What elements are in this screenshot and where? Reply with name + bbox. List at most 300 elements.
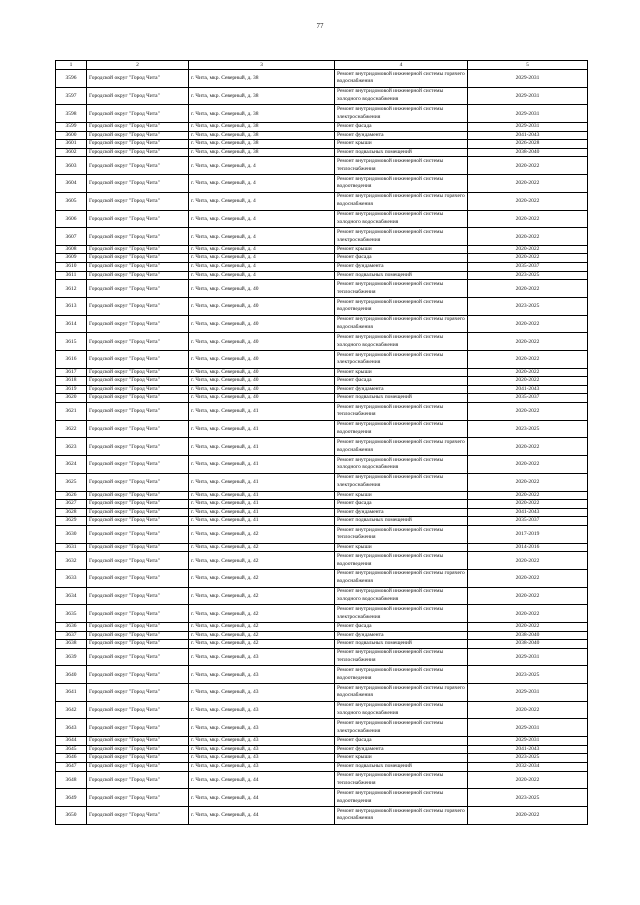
owner-cell: Городской округ "Город Чита" <box>87 719 189 737</box>
table-row <box>56 491 588 500</box>
work-type-cell: Ремонт внутридомовой инженерной системы теплоснабжения <box>335 403 468 421</box>
table-row <box>56 745 588 754</box>
row-number-cell: 3607 <box>56 228 87 246</box>
table-row <box>56 605 588 623</box>
row-number-cell: 3641 <box>56 684 87 702</box>
owner-cell: Городской округ "Город Чита" <box>87 587 189 605</box>
table-row <box>56 192 588 210</box>
row-number-cell: 3620 <box>56 394 87 403</box>
work-type-cell: Ремонт внутридомовой инженерной системы горячего водоснабжения <box>335 315 468 333</box>
owner-cell: Городской округ "Город Чита" <box>87 420 189 438</box>
owner-cell: Городской округ "Город Чита" <box>87 377 189 386</box>
owner-cell: Городской округ "Город Чита" <box>87 543 189 552</box>
address-cell: г. Чита, мкр. Северный, д. 43 <box>189 754 335 763</box>
table-row <box>56 403 588 421</box>
period-cell: 2020-2022 <box>468 605 588 623</box>
owner-cell: Городской округ "Город Чита" <box>87 491 189 500</box>
row-number-cell: 3610 <box>56 263 87 272</box>
period-cell: 2023-2025 <box>468 271 588 280</box>
table-row <box>56 271 588 280</box>
work-type-cell: Ремонт внутридомовой инженерной системы холодного водоснабжения <box>335 333 468 351</box>
address-cell: г. Чита, мкр. Северный, д. 41 <box>189 500 335 509</box>
owner-cell: Городской округ "Город Чита" <box>87 131 189 140</box>
address-cell: г. Чита, мкр. Северный, д. 42 <box>189 543 335 552</box>
owner-cell: Городской округ "Город Чита" <box>87 175 189 193</box>
period-cell: 2020-2022 <box>468 438 588 456</box>
period-cell: 2020-2022 <box>468 500 588 509</box>
period-cell: 2029-2031 <box>468 719 588 737</box>
owner-cell: Городской округ "Город Чита" <box>87 105 189 123</box>
work-type-cell: Ремонт фундамента <box>335 385 468 394</box>
period-cell: 2023-2025 <box>468 297 588 315</box>
table-row <box>56 552 588 570</box>
address-cell: г. Чита, мкр. Северный, д. 4 <box>189 254 335 263</box>
address-cell: г. Чита, мкр. Северный, д. 40 <box>189 315 335 333</box>
address-cell: г. Чита, мкр. Северный, д. 44 <box>189 771 335 789</box>
row-number-cell: 3636 <box>56 622 87 631</box>
owner-cell: Городской округ "Город Чита" <box>87 70 189 88</box>
table-row <box>56 517 588 526</box>
owner-cell: Городской округ "Город Чита" <box>87 385 189 394</box>
owner-cell: Городской округ "Город Чита" <box>87 737 189 746</box>
owner-cell: Городской округ "Город Чита" <box>87 640 189 649</box>
address-cell: г. Чита, мкр. Северный, д. 43 <box>189 701 335 719</box>
work-type-cell: Ремонт внутридомовой инженерной системы горячего водоснабжения <box>335 569 468 587</box>
row-number-cell: 3604 <box>56 175 87 193</box>
period-cell: 2020-2022 <box>468 333 588 351</box>
owner-cell: Городской округ "Город Чита" <box>87 500 189 509</box>
address-cell: г. Чита, мкр. Северный, д. 42 <box>189 605 335 623</box>
period-cell: 2020-2022 <box>468 368 588 377</box>
address-cell: г. Чита, мкр. Северный, д. 42 <box>189 525 335 543</box>
table-row <box>56 525 588 543</box>
owner-cell: Городской округ "Город Чита" <box>87 157 189 175</box>
table-row <box>56 438 588 456</box>
row-number-cell: 3639 <box>56 648 87 666</box>
period-cell: 2017-2019 <box>468 525 588 543</box>
row-number-cell: 3649 <box>56 789 87 807</box>
work-type-cell: Ремонт подвальных помещений <box>335 148 468 157</box>
row-number-cell: 3605 <box>56 192 87 210</box>
table-row <box>56 508 588 517</box>
work-type-cell: Ремонт внутридомовой инженерной системы водоотведения <box>335 552 468 570</box>
row-number-cell: 3632 <box>56 552 87 570</box>
owner-cell: Городской округ "Город Чита" <box>87 87 189 105</box>
table-row <box>56 70 588 88</box>
address-cell: г. Чита, мкр. Северный, д. 4 <box>189 175 335 193</box>
address-cell: г. Чита, мкр. Северный, д. 38 <box>189 70 335 88</box>
work-type-cell: Ремонт внутридомовой инженерной системы теплоснабжения <box>335 648 468 666</box>
row-number-cell: 3600 <box>56 131 87 140</box>
row-number-cell: 3623 <box>56 438 87 456</box>
table-row <box>56 368 588 377</box>
period-cell: 2020-2022 <box>468 351 588 369</box>
work-type-cell: Ремонт фасада <box>335 500 468 509</box>
period-cell: 2020-2022 <box>468 473 588 491</box>
address-cell: г. Чита, мкр. Северный, д. 41 <box>189 517 335 526</box>
table-row <box>56 622 588 631</box>
work-type-cell: Ремонт подвальных помещений <box>335 640 468 649</box>
work-type-cell: Ремонт внутридомовой инженерной системы водоотведения <box>335 175 468 193</box>
address-cell: г. Чита, мкр. Северный, д. 4 <box>189 157 335 175</box>
row-number-cell: 3612 <box>56 280 87 298</box>
address-cell: г. Чита, мкр. Северный, д. 4 <box>189 245 335 254</box>
work-type-cell: Ремонт внутридомовой инженерной системы холодного водоснабжения <box>335 456 468 474</box>
work-type-cell: Ремонт фундамента <box>335 745 468 754</box>
table-row <box>56 754 588 763</box>
table-row <box>56 297 588 315</box>
period-cell: 2020-2022 <box>468 701 588 719</box>
page-number: 77 <box>316 22 324 30</box>
period-cell: 2029-2031 <box>468 105 588 123</box>
address-cell: г. Чита, мкр. Северный, д. 41 <box>189 438 335 456</box>
table-row <box>56 500 588 509</box>
table-row <box>56 473 588 491</box>
table-row <box>56 333 588 351</box>
owner-cell: Городской округ "Город Чита" <box>87 254 189 263</box>
table-row <box>56 105 588 123</box>
period-cell: 2020-2022 <box>468 192 588 210</box>
work-type-cell: Ремонт фасада <box>335 123 468 132</box>
work-type-cell: Ремонт внутридомовой инженерной системы электроснабжения <box>335 605 468 623</box>
period-cell: 2020-2022 <box>468 228 588 246</box>
address-cell: г. Чита, мкр. Северный, д. 41 <box>189 491 335 500</box>
owner-cell: Городской округ "Город Чита" <box>87 394 189 403</box>
table-row <box>56 543 588 552</box>
period-cell: 2029-2031 <box>468 737 588 746</box>
owner-cell: Городской округ "Город Чита" <box>87 666 189 684</box>
address-cell: г. Чита, мкр. Северный, д. 41 <box>189 456 335 474</box>
table-row <box>56 87 588 105</box>
column-header: 5 <box>468 61 588 70</box>
table-header <box>56 61 588 70</box>
work-type-cell: Ремонт подвальных помещений <box>335 517 468 526</box>
work-type-cell: Ремонт фасада <box>335 254 468 263</box>
table-row <box>56 175 588 193</box>
table-row <box>56 123 588 132</box>
table-row <box>56 420 588 438</box>
period-cell: 2023-2025 <box>468 789 588 807</box>
address-cell: г. Чита, мкр. Северный, д. 40 <box>189 377 335 386</box>
table-row <box>56 148 588 157</box>
work-type-cell: Ремонт фасада <box>335 377 468 386</box>
table-row <box>56 737 588 746</box>
period-cell: 2032-2034 <box>468 762 588 771</box>
table-row <box>56 648 588 666</box>
address-cell: г. Чита, мкр. Северный, д. 38 <box>189 148 335 157</box>
table-row <box>56 456 588 474</box>
row-number-cell: 3599 <box>56 123 87 132</box>
column-header: 4 <box>335 61 468 70</box>
work-type-cell: Ремонт внутридомовой инженерной системы водоотведения <box>335 420 468 438</box>
period-cell: 2038-2040 <box>468 148 588 157</box>
row-number-cell: 3615 <box>56 333 87 351</box>
table-row <box>56 131 588 140</box>
row-number-cell: 3626 <box>56 491 87 500</box>
address-cell: г. Чита, мкр. Северный, д. 42 <box>189 640 335 649</box>
address-cell: г. Чита, мкр. Северный, д. 4 <box>189 263 335 272</box>
table-row <box>56 666 588 684</box>
owner-cell: Городской округ "Город Чита" <box>87 517 189 526</box>
owner-cell: Городской округ "Город Чита" <box>87 754 189 763</box>
work-type-cell: Ремонт фундамента <box>335 508 468 517</box>
address-cell: г. Чита, мкр. Северный, д. 43 <box>189 719 335 737</box>
work-type-cell: Ремонт внутридомовой инженерной системы электроснабжения <box>335 351 468 369</box>
row-number-cell: 3625 <box>56 473 87 491</box>
work-type-cell: Ремонт внутридомовой инженерной системы горячего водоснабжения <box>335 806 468 824</box>
owner-cell: Городской округ "Город Чита" <box>87 622 189 631</box>
owner-cell: Городской округ "Город Чита" <box>87 745 189 754</box>
row-number-cell: 3609 <box>56 254 87 263</box>
period-cell: 2041-2043 <box>468 385 588 394</box>
table-row <box>56 140 588 149</box>
address-cell: г. Чита, мкр. Северный, д. 41 <box>189 508 335 517</box>
row-number-cell: 3640 <box>56 666 87 684</box>
address-cell: г. Чита, мкр. Северный, д. 42 <box>189 587 335 605</box>
period-cell: 2041-2043 <box>468 131 588 140</box>
address-cell: г. Чита, мкр. Северный, д. 43 <box>189 745 335 754</box>
period-cell: 2020-2022 <box>468 377 588 386</box>
address-cell: г. Чита, мкр. Северный, д. 40 <box>189 394 335 403</box>
row-number-cell: 3613 <box>56 297 87 315</box>
owner-cell: Городской округ "Город Чита" <box>87 333 189 351</box>
address-cell: г. Чита, мкр. Северный, д. 43 <box>189 737 335 746</box>
address-cell: г. Чита, мкр. Северный, д. 41 <box>189 420 335 438</box>
address-cell: г. Чита, мкр. Северный, д. 42 <box>189 569 335 587</box>
row-number-cell: 3635 <box>56 605 87 623</box>
owner-cell: Городской округ "Город Чита" <box>87 210 189 228</box>
capital-repair-table <box>55 60 588 825</box>
table-row <box>56 210 588 228</box>
row-number-cell: 3648 <box>56 771 87 789</box>
column-header: 2 <box>87 61 189 70</box>
owner-cell: Городской округ "Город Чита" <box>87 368 189 377</box>
row-number-cell: 3642 <box>56 701 87 719</box>
row-number-cell: 3630 <box>56 525 87 543</box>
work-type-cell: Ремонт внутридомовой инженерной системы теплоснабжения <box>335 525 468 543</box>
owner-cell: Городской округ "Город Чита" <box>87 508 189 517</box>
work-type-cell: Ремонт крыши <box>335 543 468 552</box>
owner-cell: Городской округ "Город Чита" <box>87 148 189 157</box>
period-cell: 2020-2022 <box>468 254 588 263</box>
address-cell: г. Чита, мкр. Северный, д. 4 <box>189 228 335 246</box>
table-row <box>56 771 588 789</box>
address-cell: г. Чита, мкр. Северный, д. 4 <box>189 192 335 210</box>
table-row <box>56 263 588 272</box>
period-cell: 2029-2031 <box>468 87 588 105</box>
table-row <box>56 280 588 298</box>
table-row <box>56 245 588 254</box>
row-number-cell: 3644 <box>56 737 87 746</box>
row-number-cell: 3618 <box>56 377 87 386</box>
address-cell: г. Чита, мкр. Северный, д. 41 <box>189 473 335 491</box>
period-cell: 2041-2043 <box>468 508 588 517</box>
table-row <box>56 254 588 263</box>
period-cell: 2029-2031 <box>468 70 588 88</box>
owner-cell: Городской округ "Город Чита" <box>87 473 189 491</box>
owner-cell: Городской округ "Город Чита" <box>87 140 189 149</box>
address-cell: г. Чита, мкр. Северный, д. 40 <box>189 280 335 298</box>
owner-cell: Городской округ "Город Чита" <box>87 684 189 702</box>
work-type-cell: Ремонт внутридомовой инженерной системы электроснабжения <box>335 228 468 246</box>
table-row <box>56 351 588 369</box>
work-type-cell: Ремонт внутридомовой инженерной системы водоотведения <box>335 297 468 315</box>
address-cell: г. Чита, мкр. Северный, д. 40 <box>189 333 335 351</box>
address-cell: г. Чита, мкр. Северный, д. 42 <box>189 622 335 631</box>
work-type-cell: Ремонт внутридомовой инженерной системы электроснабжения <box>335 105 468 123</box>
address-cell: г. Чита, мкр. Северный, д. 42 <box>189 552 335 570</box>
work-type-cell: Ремонт внутридомовой инженерной системы электроснабжения <box>335 719 468 737</box>
period-cell: 2020-2022 <box>468 552 588 570</box>
owner-cell: Городской округ "Город Чита" <box>87 605 189 623</box>
table-row <box>56 377 588 386</box>
work-type-cell: Ремонт фасада <box>335 622 468 631</box>
period-cell: 2023-2025 <box>468 420 588 438</box>
column-header: 1 <box>56 61 87 70</box>
row-number-cell: 3628 <box>56 508 87 517</box>
work-type-cell: Ремонт внутридомовой инженерной системы холодного водоснабжения <box>335 701 468 719</box>
row-number-cell: 3611 <box>56 271 87 280</box>
table-row <box>56 806 588 824</box>
work-type-cell: Ремонт внутридомовой инженерной системы холодного водоснабжения <box>335 587 468 605</box>
period-cell: 2023-2025 <box>468 666 588 684</box>
address-cell: г. Чита, мкр. Северный, д. 41 <box>189 403 335 421</box>
address-cell: г. Чита, мкр. Северный, д. 40 <box>189 351 335 369</box>
address-cell: г. Чита, мкр. Северный, д. 43 <box>189 762 335 771</box>
owner-cell: Городской округ "Город Чита" <box>87 245 189 254</box>
row-number-cell: 3647 <box>56 762 87 771</box>
work-type-cell: Ремонт внутридомовой инженерной системы теплоснабжения <box>335 157 468 175</box>
owner-cell: Городской округ "Город Чита" <box>87 525 189 543</box>
owner-cell: Городской округ "Город Чита" <box>87 762 189 771</box>
period-cell: 2020-2022 <box>468 210 588 228</box>
period-cell: 2020-2022 <box>468 622 588 631</box>
work-type-cell: Ремонт фундамента <box>335 263 468 272</box>
period-cell: 2020-2022 <box>468 157 588 175</box>
table-row <box>56 394 588 403</box>
work-type-cell: Ремонт фасада <box>335 737 468 746</box>
table-row <box>56 719 588 737</box>
table-row <box>56 631 588 640</box>
period-cell: 2041-2043 <box>468 745 588 754</box>
work-type-cell: Ремонт внутридомовой инженерной системы водоотведения <box>335 666 468 684</box>
work-type-cell: Ремонт крыши <box>335 245 468 254</box>
work-type-cell: Ремонт внутридомовой инженерной системы горячего водоснабжения <box>335 684 468 702</box>
owner-cell: Городской округ "Город Чита" <box>87 228 189 246</box>
address-cell: г. Чита, мкр. Северный, д. 44 <box>189 789 335 807</box>
address-cell: г. Чита, мкр. Северный, д. 42 <box>189 631 335 640</box>
owner-cell: Городской округ "Город Чита" <box>87 271 189 280</box>
work-type-cell: Ремонт крыши <box>335 754 468 763</box>
owner-cell: Городской округ "Город Чита" <box>87 569 189 587</box>
column-header: 3 <box>189 61 335 70</box>
period-cell: 2023-2025 <box>468 754 588 763</box>
work-type-cell: Ремонт внутридомовой инженерной системы водоотведения <box>335 789 468 807</box>
work-type-cell: Ремонт крыши <box>335 368 468 377</box>
row-number-cell: 3637 <box>56 631 87 640</box>
address-cell: г. Чита, мкр. Северный, д. 40 <box>189 385 335 394</box>
table-row <box>56 587 588 605</box>
owner-cell: Городской округ "Город Чита" <box>87 806 189 824</box>
owner-cell: Городской округ "Город Чита" <box>87 192 189 210</box>
period-cell: 2020-2022 <box>468 280 588 298</box>
table-row <box>56 701 588 719</box>
row-number-cell: 3602 <box>56 148 87 157</box>
owner-cell: Городской округ "Город Чита" <box>87 351 189 369</box>
table-row <box>56 569 588 587</box>
row-number-cell: 3621 <box>56 403 87 421</box>
table-row <box>56 385 588 394</box>
period-cell: 2038-2040 <box>468 640 588 649</box>
table-body <box>56 70 588 825</box>
address-cell: г. Чита, мкр. Северный, д. 4 <box>189 210 335 228</box>
owner-cell: Городской округ "Город Чита" <box>87 280 189 298</box>
address-cell: г. Чита, мкр. Северный, д. 38 <box>189 87 335 105</box>
owner-cell: Городской округ "Город Чита" <box>87 123 189 132</box>
period-cell: 2020-2022 <box>468 456 588 474</box>
row-number-cell: 3638 <box>56 640 87 649</box>
owner-cell: Городской округ "Город Чита" <box>87 701 189 719</box>
owner-cell: Городской округ "Город Чита" <box>87 263 189 272</box>
row-number-cell: 3643 <box>56 719 87 737</box>
owner-cell: Городской округ "Город Чита" <box>87 771 189 789</box>
address-cell: г. Чита, мкр. Северный, д. 38 <box>189 131 335 140</box>
work-type-cell: Ремонт внутридомовой инженерной системы горячего водоснабжения <box>335 70 468 88</box>
period-cell: 2020-2022 <box>468 403 588 421</box>
address-cell: г. Чита, мкр. Северный, д. 38 <box>189 105 335 123</box>
table-row <box>56 640 588 649</box>
work-type-cell: Ремонт внутридомовой инженерной системы электроснабжения <box>335 473 468 491</box>
period-cell: 2035-2037 <box>468 517 588 526</box>
period-cell: 2020-2022 <box>468 806 588 824</box>
row-number-cell: 3596 <box>56 70 87 88</box>
owner-cell: Городской округ "Город Чита" <box>87 297 189 315</box>
table-row <box>56 228 588 246</box>
owner-cell: Городской округ "Город Чита" <box>87 438 189 456</box>
period-cell: 2020-2022 <box>468 587 588 605</box>
owner-cell: Городской округ "Город Чита" <box>87 552 189 570</box>
address-cell: г. Чита, мкр. Северный, д. 38 <box>189 123 335 132</box>
work-type-cell: Ремонт подвальных помещений <box>335 271 468 280</box>
address-cell: г. Чита, мкр. Северный, д. 40 <box>189 297 335 315</box>
row-number-cell: 3631 <box>56 543 87 552</box>
address-cell: г. Чита, мкр. Северный, д. 43 <box>189 648 335 666</box>
period-cell: 2020-2022 <box>468 491 588 500</box>
address-cell: г. Чита, мкр. Северный, д. 43 <box>189 684 335 702</box>
row-number-cell: 3598 <box>56 105 87 123</box>
row-number-cell: 3617 <box>56 368 87 377</box>
row-number-cell: 3646 <box>56 754 87 763</box>
row-number-cell: 3650 <box>56 806 87 824</box>
row-number-cell: 3633 <box>56 569 87 587</box>
table-row <box>56 157 588 175</box>
row-number-cell: 3622 <box>56 420 87 438</box>
work-type-cell: Ремонт фундамента <box>335 131 468 140</box>
row-number-cell: 3614 <box>56 315 87 333</box>
work-type-cell: Ремонт внутридомовой инженерной системы горячего водоснабжения <box>335 192 468 210</box>
work-type-cell: Ремонт фундамента <box>335 631 468 640</box>
row-number-cell: 3603 <box>56 157 87 175</box>
period-cell: 2020-2022 <box>468 315 588 333</box>
row-number-cell: 3597 <box>56 87 87 105</box>
period-cell: 2038-2040 <box>468 631 588 640</box>
owner-cell: Городской округ "Город Чита" <box>87 631 189 640</box>
work-type-cell: Ремонт внутридомовой инженерной системы теплоснабжения <box>335 771 468 789</box>
row-number-cell: 3627 <box>56 500 87 509</box>
address-cell: г. Чита, мкр. Северный, д. 43 <box>189 666 335 684</box>
work-type-cell: Ремонт внутридомовой инженерной системы холодного водоснабжения <box>335 210 468 228</box>
row-number-cell: 3634 <box>56 587 87 605</box>
